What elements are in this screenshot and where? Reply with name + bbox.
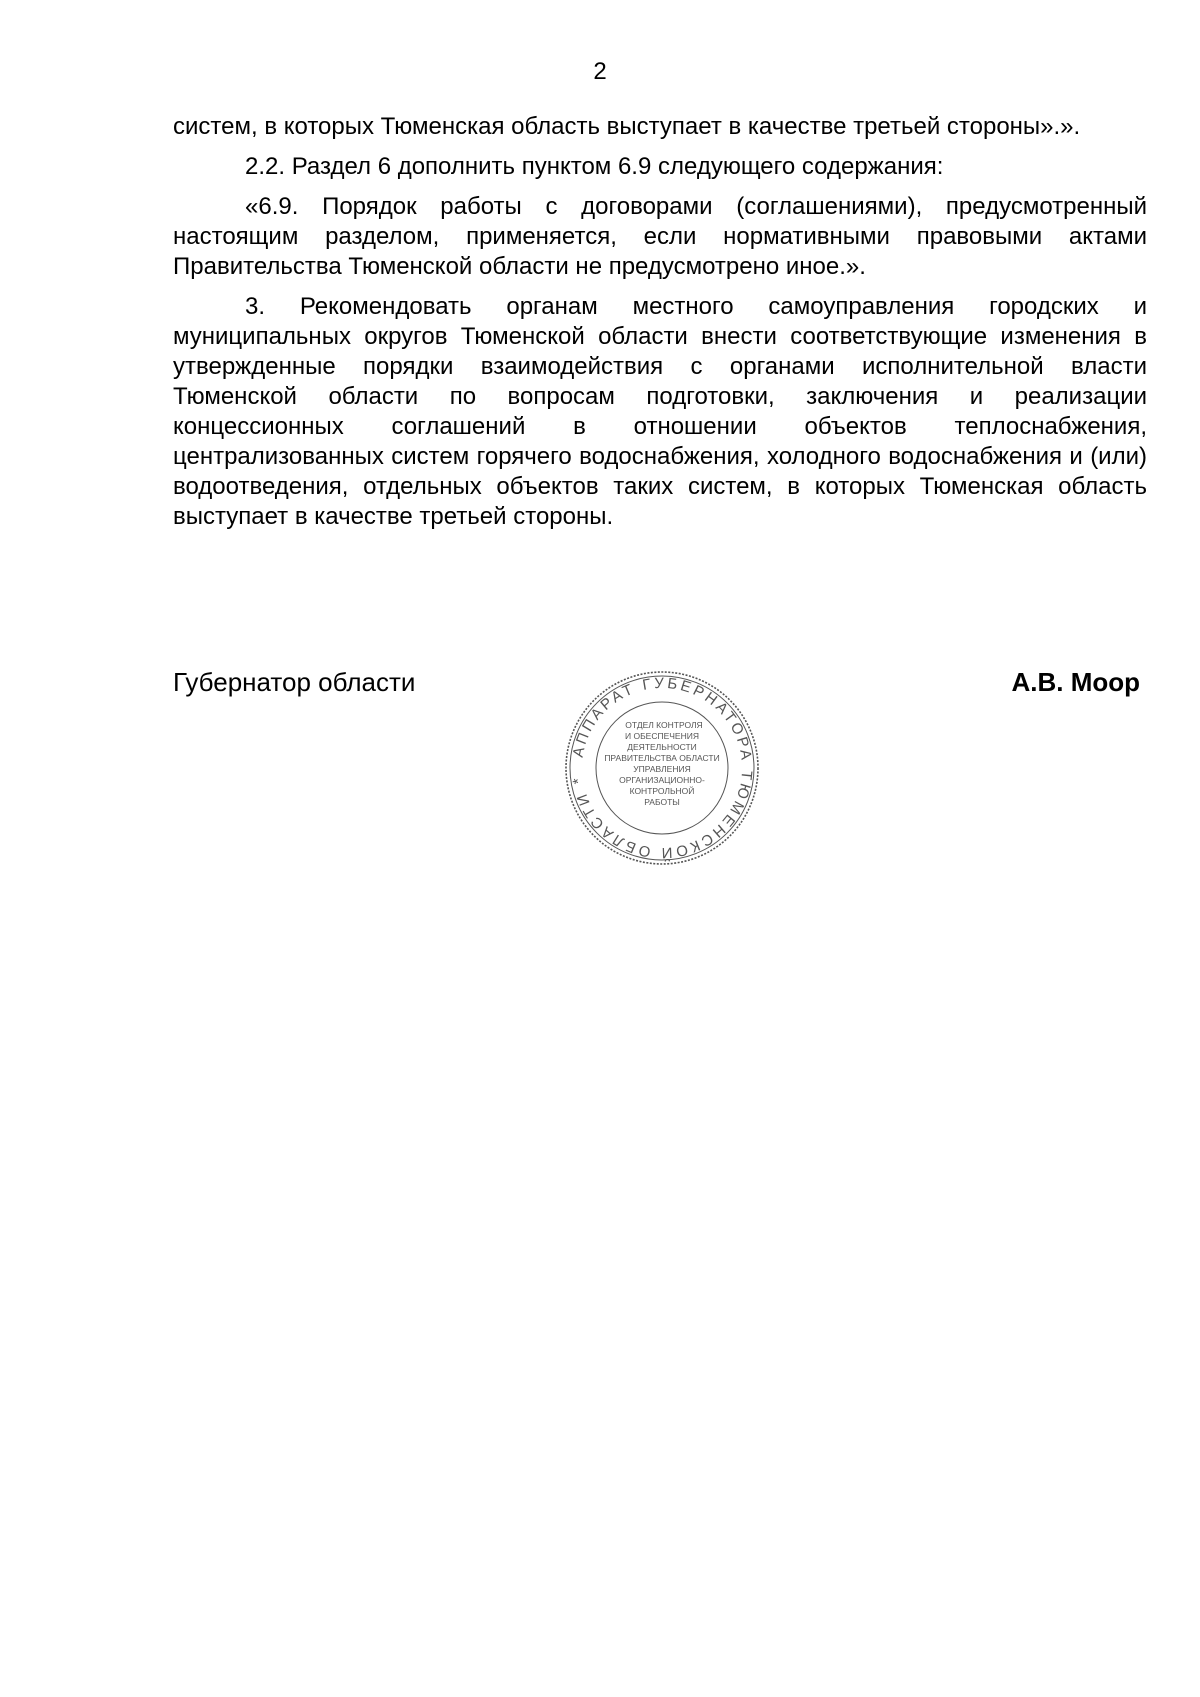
paragraph-6-9-quote: «6.9. Порядок работы с договорами (соглашениями), предусмотренный настоящим разделом, применяется, если нормативными правовыми актами Правительства Тюменской области не предусмотрено иное.». <box>173 193 1147 280</box>
signatory-position: Губернатор области <box>173 667 416 697</box>
seal-inner-line: ПРАВИТЕЛЬСТВА ОБЛАСТИ <box>604 753 720 763</box>
seal-graphic <box>562 668 762 868</box>
seal-inner-line: ОТДЕЛ КОНТРОЛЯ <box>625 720 703 730</box>
paragraph-2-2: 2.2. Раздел 6 дополнить пунктом 6.9 следующего содержания: <box>245 153 944 180</box>
paragraph-3: 3. Рекомендовать органам местного самоуправления городских и муниципальных округов Тюменской области внести соответствующие изменения в утвержденные порядки взаимодействия с органами исполнительной власти Тюменской области по вопросам подготовки, заключения и реализации концессионных соглашений в отношении объектов теплоснабжения, централизованных систем горячего водоснабжения, холодного водоснабжения и (или) водоотведения, отдельных объектов таких систем, в которых Тюменская область выступает в качестве третьей стороны. <box>173 293 1147 530</box>
seal-inner-line: КОНТРОЛЬНОЙ <box>629 786 695 796</box>
seal-inner-line: РАБОТЫ <box>644 797 680 807</box>
signatory-name: А.В. Моор <box>1011 667 1140 697</box>
page-number: 2 <box>593 58 607 85</box>
document-body <box>173 112 1147 542</box>
official-seal <box>562 668 762 868</box>
seal-inner-line: ОРГАНИЗАЦИОННО- <box>619 775 705 785</box>
seal-inner-line: ДЕЯТЕЛЬНОСТИ <box>627 742 697 752</box>
seal-inner-line: УПРАВЛЕНИЯ <box>633 764 691 774</box>
seal-ring-text: АППАРАТ ГУБЕРНАТОРА ТЮМЕНСКОЙ ОБЛАСТИ * <box>569 674 756 862</box>
seal-inner-line: И ОБЕСПЕЧЕНИЯ <box>625 731 699 741</box>
paragraph-continuation: систем, в которых Тюменская область выступает в качестве третьей стороны».». <box>173 113 1081 140</box>
